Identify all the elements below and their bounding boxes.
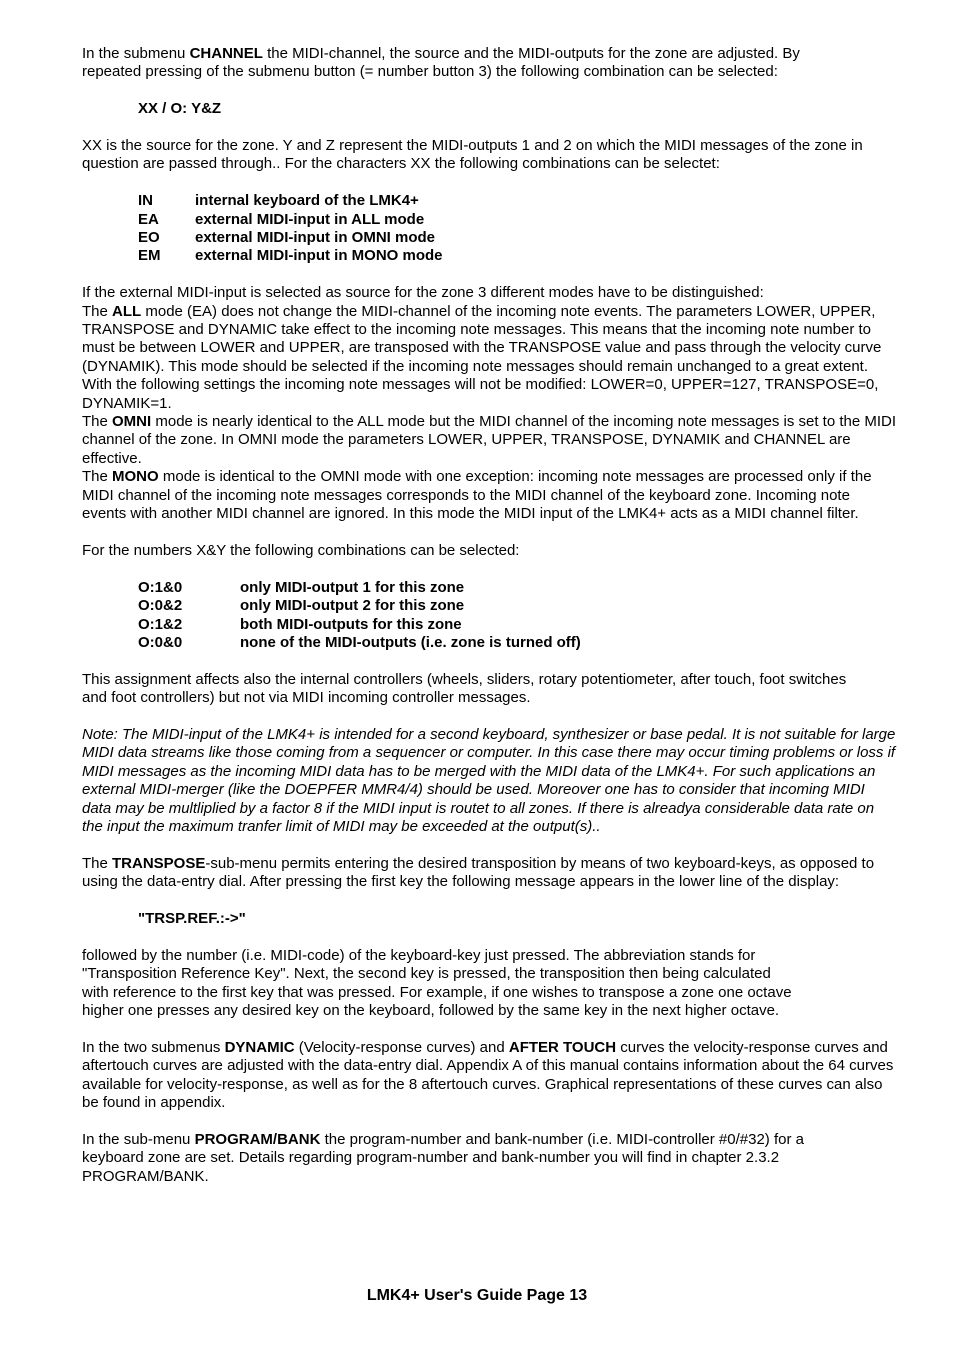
paragraph-program-bank: In the sub-menu PROGRAM/BANK the program-number and bank-number (i.e. MIDI-controller #0/#32) for a keyboard zone are set. Details regarding program-number and bank-number you will find in chapter 2.3.2 PROGRAM/BANK. [82,1130,804,1185]
output-row [138,579,581,597]
output-row-code: O:1&0 [138,578,183,596]
paragraph-dynamic-aftertouch: In the two submenus DYNAMIC (Velocity-response curves) and AFTER TOUCH curves the velocity-response curves and aftertouch curves are adjusted with the data-entry dial. Appendix A of this manual contains information about the 64 curves available for velocity-response, as well as for the 8 aftertouch curves. Graphical representations of these curves can also be found in appendix. [82,1038,894,1111]
output-row-description: none of the MIDI-outputs (i.e. zone is turned off) [240,633,581,651]
output-row-description: only MIDI-output 2 for this zone [240,597,465,615]
page-footer: LMK4+ User's Guide Page 13 [366,1287,588,1304]
source-row-description: external MIDI-input in MONO mode [195,247,443,265]
paragraph-modes [82,284,897,523]
paragraph-transposition-key: followed by the number (i.e. MIDI-code) of the keyboard-key just pressed. The abbreviation stands for "Transposition Reference Key". Next, the second key is pressed, the transposition then being calculated with reference to the first key that was pressed. For example, if one wishes to transpose a zone one octave higher one presses any desired key on the keyboard, followed by the same key in the next higher octave. [82,946,792,1019]
output-row [138,616,581,634]
mode-mono: The MONO mode is identical to the OMNI mode with one exception: incoming note messages are processed only if the MIDI channel of the incoming note messages corresponds to the MIDI channel of the keyboard zone. Incoming note events with another MIDI channel are ignored. In this mode the MIDI input of the LMK4+ acts as a MIDI channel filter. [82,468,872,523]
term-program-bank: PROGRAM/BANK [194,1130,321,1148]
display-message: "TRSP.REF.:->" [138,909,246,927]
term-after-touch: AFTER TOUCH [508,1038,617,1056]
output-row-description: only MIDI-output 1 for this zone [240,578,465,596]
source-row-code: EO [138,229,160,247]
source-row-code: EM [138,247,161,265]
mode-all: The ALL mode (EA) does not change the MIDI-channel of the incoming note events. The parameters LOWER, UPPER, TRANSPOSE and DYNAMIC take effect to the incoming note messages. This means that the incoming note number to must be between LOWER and UPPER, are transposed with the TRANSPOSE value and pass through the velocity curve (DYNAMIK). This mode should be selected if the incoming note messages should remain unchanged to a great extent. With the following settings the incoming note messages will not be modified: LOWER=0, UPPER=127, TRANSPOSE=0, DYNAMIK=1. [82,302,882,412]
term-channel: CHANNEL [189,45,263,62]
mode-omni: The OMNI mode is nearly identical to the ALL mode but the MIDI channel of the incoming note messages is set to the MIDI channel of the zone. In OMNI mode the parameters LOWER, UPPER, TRANSPOSE, DYNAMIK and CHANNEL are effective. [82,413,897,467]
output-table [138,579,581,653]
term-all: ALL [112,302,142,320]
paragraph-outputs-intro: For the numbers X&Y the following combinations can be selected: [82,541,520,559]
output-row [138,634,581,652]
term-mono: MONO [112,468,159,486]
source-row [138,192,443,210]
source-row [138,229,443,247]
source-row [138,247,443,265]
term-omni: OMNI [112,413,152,431]
output-row-description: both MIDI-outputs for this zone [240,615,462,633]
term-dynamic: DYNAMIC [224,1038,295,1056]
paragraph-transpose: The TRANSPOSE-sub-menu permits entering the desired transposition by means of two keyboard-keys, as opposed to using the data-entry dial. After pressing the first key the following message appears in the lower line of the display: [82,854,875,891]
source-row-description: external MIDI-input in OMNI mode [195,229,436,247]
source-row-code: IN [138,192,153,210]
format-code: XX / O: Y&Z [138,100,222,118]
source-table [138,192,443,266]
source-row-description: internal keyboard of the LMK4+ [195,192,419,210]
paragraph-source-explanation: XX is the source for the zone. Y and Z represent the MIDI-outputs 1 and 2 on which the MIDI messages of the zone in question are passed through.. For the characters XX the following combinations can be selectet: [82,137,863,173]
output-row-code: O:0&0 [138,633,183,651]
source-row [138,211,443,229]
source-row-description: external MIDI-input in ALL mode [195,210,425,228]
source-row-code: EA [138,210,159,228]
paragraph-channel-intro: In the submenu CHANNEL the MIDI-channel, the source and the MIDI-outputs for the zone are adjusted. By repeated pressing of the submenu button (= number button 3) the following combination can be selected: [82,45,800,81]
note-midi-input: Note: The MIDI-input of the LMK4+ is intended for a second keyboard, synthesizer or base pedal. It is not suitable for large MIDI data streams like those coming from a sequencer or computer. In this case there may occur timing problems or loss if MIDI messages as the incoming MIDI data has to be merged with the MIDI data of the LMK4+. For such applications an external MIDI-merger (like the DOEPFER MMR4/4) should be used. Moreover one has to consider that incoming MIDI data may be multliplied by a factor 8 if the MIDI input is routet to all zones. If there is alreadya considerable data rate on the input the maximum tranfer limit of MIDI may be exceeded at the output(s).. [82,725,896,835]
output-row [138,597,581,615]
document-body [82,45,897,1186]
output-row-code: O:0&2 [138,597,183,615]
term-transpose: TRANSPOSE [112,854,206,872]
output-row-code: O:1&2 [138,615,183,633]
paragraph-controllers: This assignment affects also the internal controllers (wheels, sliders, rotary potentiometer, after touch, foot switches and foot controllers) but not via MIDI incoming controller messages. [82,670,847,707]
modes-intro: If the external MIDI-input is selected as source for the zone 3 different modes have to be distinguished: [82,284,764,302]
